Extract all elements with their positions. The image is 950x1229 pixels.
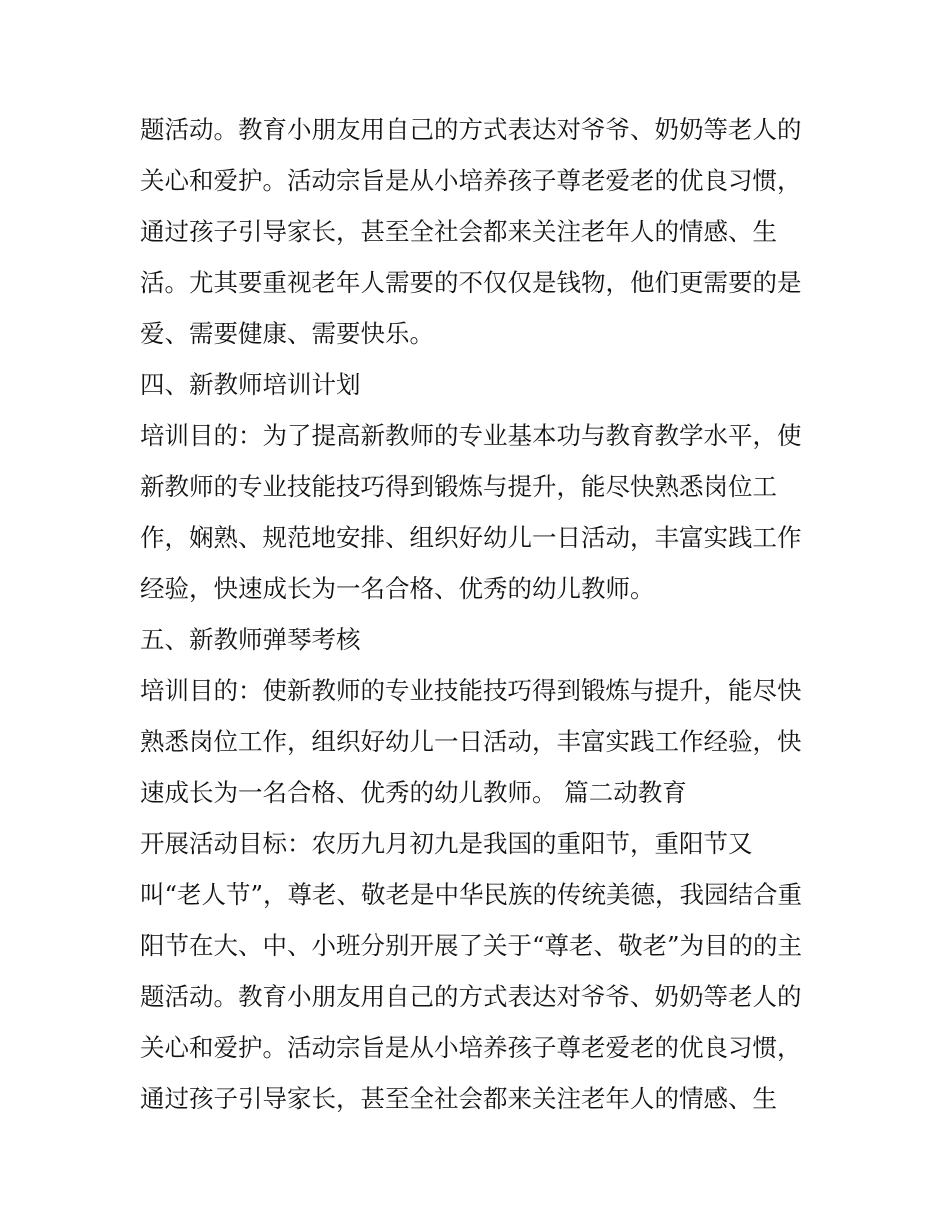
- text-line: 通过孩子引导家长，甚至全社会都来关注老年人的情感、生: [140, 1084, 777, 1113]
- text-line: 作，娴熟、规范地安排、组织好幼儿一日活动，丰富实践工作: [140, 523, 802, 552]
- section-heading: 五、新教师弹琴考核: [140, 625, 361, 654]
- text-line: 经验，快速成长为一名合格、优秀的幼儿教师。: [140, 574, 655, 603]
- text-line: 叫“老人节”，尊老、敬老是中华民族的传统美德，我园结合重: [140, 880, 803, 909]
- text-line: 通过孩子引导家长，甚至全社会都来关注老年人的情感、生: [140, 217, 777, 246]
- text-line: 培训目的：为了提高新教师的专业基本功与教育教学水平，使: [140, 421, 802, 450]
- text-line: 速成长为一名合格、优秀的幼儿教师。 篇二动教育: [140, 778, 687, 807]
- text-line: 关心和爱护。活动宗旨是从小培养孩子尊老爱老的优良习惯，: [140, 1033, 802, 1062]
- text-line: 活。尤其要重视老年人需要的不仅仅是钱物，他们更需要的是: [140, 268, 802, 297]
- text-line: 新教师的专业技能技巧得到锻炼与提升，能尽快熟悉岗位工: [140, 472, 777, 501]
- section-heading: 四、新教师培训计划: [140, 370, 361, 399]
- text-line: 题活动。教育小朋友用自己的方式表达对爷爷、奶奶等老人的: [140, 115, 802, 144]
- text-line: 关心和爱护。活动宗旨是从小培养孩子尊老爱老的优良习惯，: [140, 166, 802, 195]
- text-line: 题活动。教育小朋友用自己的方式表达对爷爷、奶奶等老人的: [140, 982, 802, 1011]
- text-line: 爱、需要健康、需要快乐。: [140, 319, 434, 348]
- text-line: 熟悉岗位工作，组织好幼儿一日活动，丰富实践工作经验，快: [140, 727, 802, 756]
- text-line: 开展活动目标：农历九月初九是我国的重阳节，重阳节又: [140, 829, 753, 858]
- document-body: [140, 104, 840, 1124]
- text-line: 培训目的：使新教师的专业技能技巧得到锻炼与提升，能尽快: [140, 676, 802, 705]
- text-line: 阳节在大、中、小班分别开展了关于“尊老、敬老”为目的的主: [140, 931, 803, 960]
